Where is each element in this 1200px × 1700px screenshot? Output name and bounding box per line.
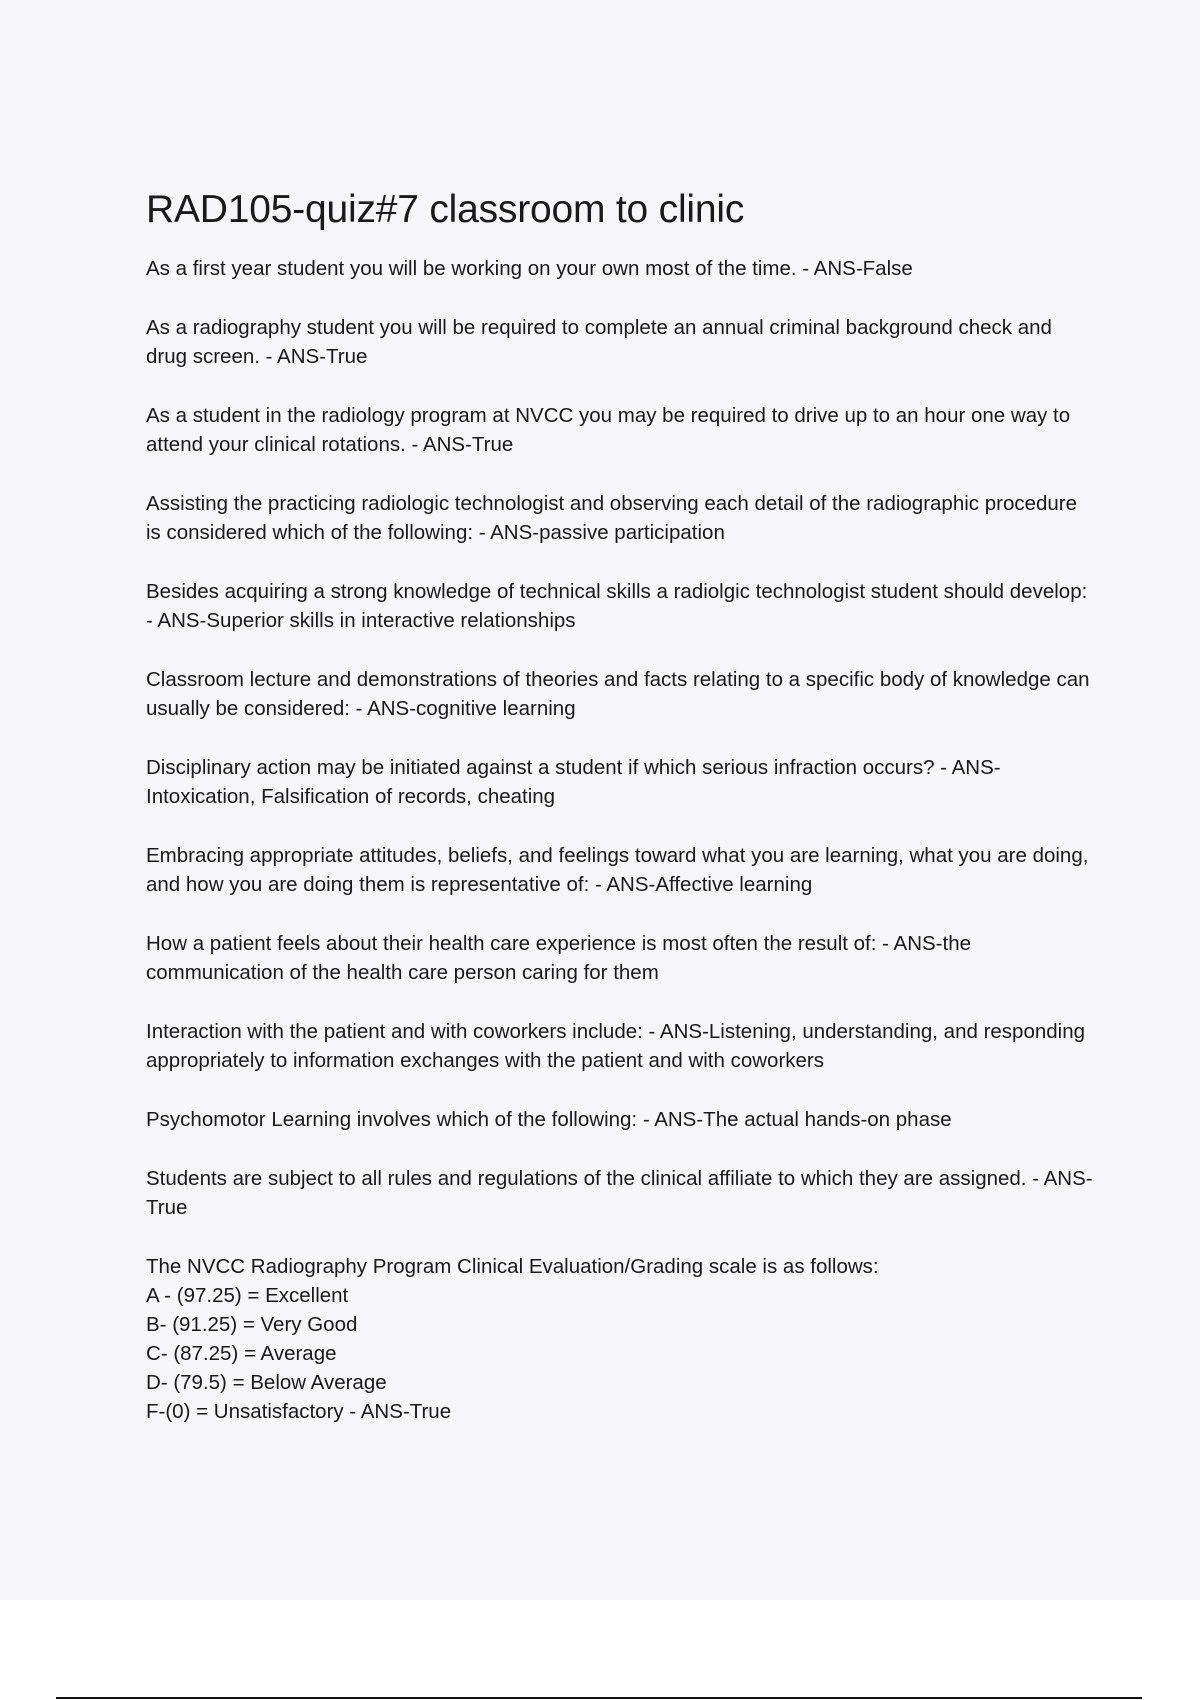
qa-item: Psychomotor Learning involves which of the following: - ANS-The actual hands-on phase bbox=[146, 1108, 952, 1131]
grading-scale-line: A - (97.25) = Excellent bbox=[146, 1284, 349, 1307]
grading-scale-line: D- (79.5) = Below Average bbox=[146, 1371, 387, 1394]
grading-scale-item bbox=[146, 1252, 1096, 1426]
qa-item: Embracing appropriate attitudes, beliefs, and feelings toward what you are learning, what you are doing, and how you are doing them is representative of: - ANS-Affective learning bbox=[146, 844, 1089, 896]
grading-scale-line: F-(0) = Unsatisfactory - ANS-True bbox=[146, 1400, 452, 1423]
qa-item: How a patient feels about their health care experience is most often the result of: - ANS-the communication of the health care person caring for them bbox=[146, 932, 972, 984]
qa-item: Besides acquiring a strong knowledge of technical skills a radiolgic technologist student should develop: - ANS-Superior skills in interactive relationships bbox=[146, 580, 1088, 632]
qa-item: Students are subject to all rules and regulations of the clinical affiliate to which they are assigned. - ANS-True bbox=[146, 1167, 1093, 1219]
qa-item: Disciplinary action may be initiated against a student if which serious infraction occurs? - ANS-Intoxication, Falsification of records, cheating bbox=[146, 756, 1001, 808]
document-title: RAD105-quiz#7 classroom to clinic bbox=[146, 188, 745, 231]
qa-item: Assisting the practicing radiologic technologist and observing each detail of the radiographic procedure is considered which of the following: - ANS-passive participation bbox=[146, 492, 1078, 544]
qa-item: As a first year student you will be working on your own most of the time. - ANS-False bbox=[146, 257, 913, 280]
grading-scale-line: C- (87.25) = Average bbox=[146, 1342, 337, 1365]
grading-scale-line: B- (91.25) = Very Good bbox=[146, 1313, 358, 1336]
footer-divider bbox=[56, 1697, 1142, 1699]
document-content bbox=[146, 183, 1096, 1456]
qa-item: Interaction with the patient and with coworkers include: - ANS-Listening, understanding, and responding appropriately to information exchanges with the patient and with coworkers bbox=[146, 1020, 1086, 1072]
qa-item: As a student in the radiology program at NVCC you may be required to drive up to an hour one way to attend your clinical rotations. - ANS-True bbox=[146, 404, 1071, 456]
qa-item: As a radiography student you will be required to complete an annual criminal background check and drug screen. - ANS-True bbox=[146, 316, 1052, 368]
qa-item: Classroom lecture and demonstrations of theories and facts relating to a specific body of knowledge can usually be considered: - ANS-cognitive learning bbox=[146, 668, 1090, 720]
grading-scale-question: The NVCC Radiography Program Clinical Evaluation/Grading scale is as follows: bbox=[146, 1255, 879, 1278]
